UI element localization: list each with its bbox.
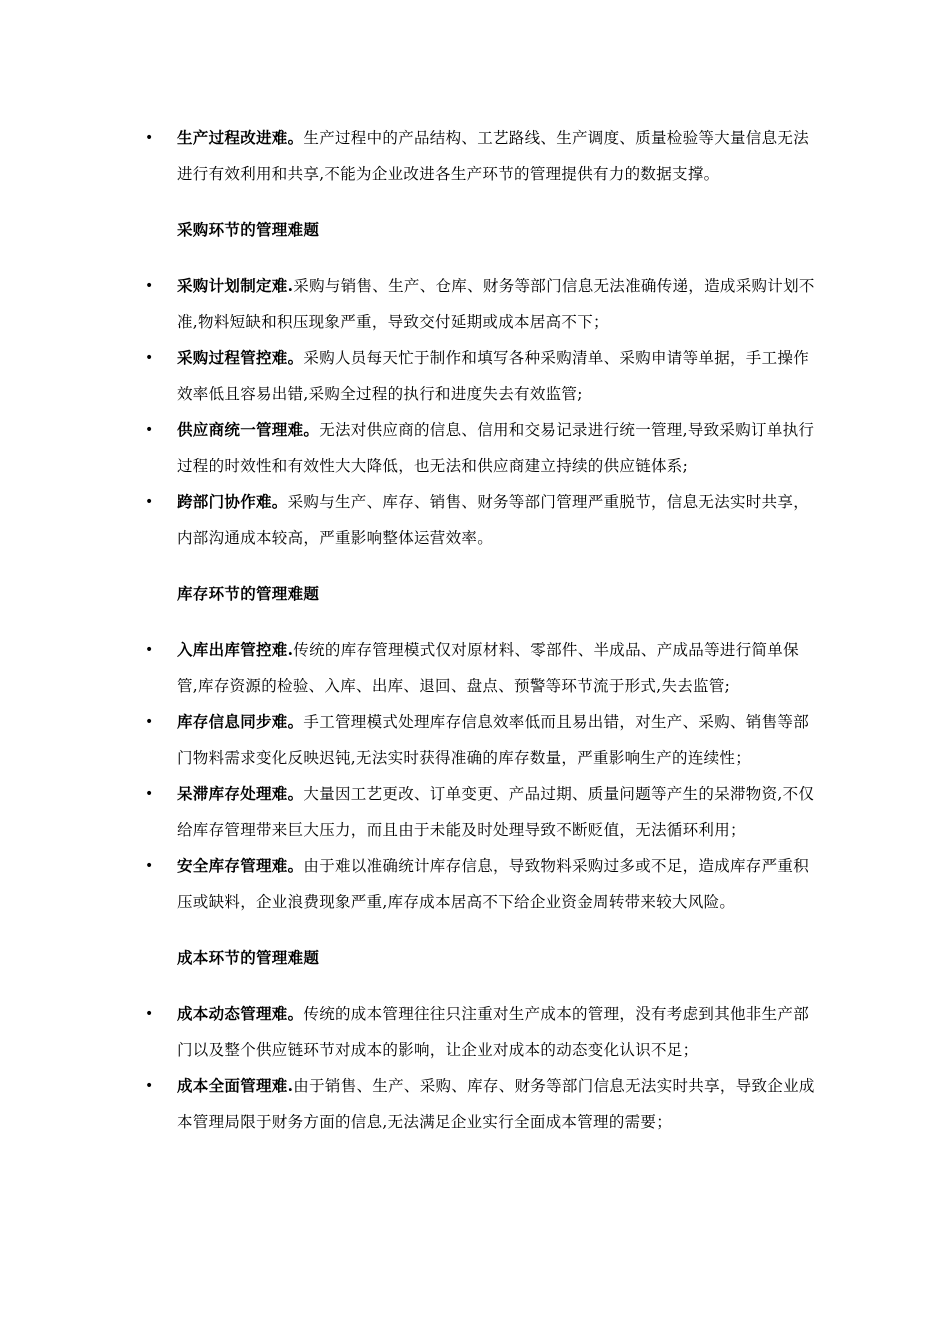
item-title: 跨部门协作难。 bbox=[177, 492, 288, 511]
list-item bbox=[145, 632, 815, 704]
item-text: 由于销售、生产、采购、库存、财务等部门信息无法实时共享，导致企业成本管理局限于财务方面的信息,无法满足企业实行全面成本管理的需要； bbox=[177, 1077, 815, 1131]
section-heading: 采购环节的管理难题 bbox=[177, 220, 320, 239]
item-text: 手工管理模式处理库存信息效率低而且易出错，对生产、采购、销售等部门物料需求变化反映迟钝,无法实时获得准确的库存数量，严重影响生产的连续性； bbox=[177, 713, 810, 767]
item-text: 采购与生产、库存、销售、财务等部门管理严重脱节，信息无法实时共享，内部沟通成本较高，严重影响整体运营效率。 bbox=[177, 493, 810, 547]
bullet-icon: • bbox=[145, 130, 154, 146]
list-item bbox=[145, 704, 815, 776]
bullet-icon: • bbox=[145, 786, 154, 802]
list-item bbox=[145, 776, 815, 848]
bullet-icon: • bbox=[145, 350, 154, 366]
item-title: 生产过程改进难。 bbox=[177, 128, 304, 147]
bullet-icon: • bbox=[145, 1006, 154, 1022]
section-heading: 库存环节的管理难题 bbox=[177, 584, 320, 603]
item-title: 采购计划制定难. bbox=[177, 276, 294, 295]
bullet-icon: • bbox=[145, 494, 154, 510]
list-item bbox=[145, 268, 815, 340]
item-text: 无法对供应商的信息、信用和交易记录进行统一管理,导致采购订单执行过程的时效性和有效性大大降低，也无法和供应商建立持续的供应链体系; bbox=[177, 421, 815, 475]
bullet-icon: • bbox=[145, 422, 154, 438]
bullet-icon: • bbox=[145, 714, 154, 730]
item-text: 生产过程中的产品结构、工艺路线、生产调度、质量检验等大量信息无法进行有效利用和共享,不能为企业改进各生产环节的管理提供有力的数据支撑。 bbox=[177, 129, 810, 183]
item-title: 成本全面管理难. bbox=[177, 1076, 294, 1095]
document-content bbox=[145, 120, 815, 1140]
item-title: 供应商统一管理难。 bbox=[177, 420, 320, 439]
bullet-icon: • bbox=[145, 642, 154, 658]
bullet-icon: • bbox=[145, 1078, 154, 1094]
item-text: 由于难以准确统计库存信息，导致物料采购过多或不足，造成库存严重积压或缺料，企业浪费现象严重,库存成本居高不下给企业资金周转带来较大风险。 bbox=[177, 857, 810, 911]
list-item bbox=[145, 120, 815, 192]
bullet-icon: • bbox=[145, 278, 154, 294]
item-title: 库存信息同步难。 bbox=[177, 712, 304, 731]
item-title: 安全库存管理难。 bbox=[177, 856, 304, 875]
item-title: 入库出库管控难. bbox=[177, 640, 294, 659]
item-text: 采购人员每天忙于制作和填写各种采购清单、采购申请等单据，手工操作效率低且容易出错,采购全过程的执行和进度失去有效监管; bbox=[177, 349, 810, 403]
section-heading: 成本环节的管理难题 bbox=[177, 948, 320, 967]
list-item bbox=[145, 996, 815, 1068]
item-text: 大量因工艺更改、订单变更、产品过期、质量问题等产生的呆滞物资,不仅给库存管理带来巨大压力，而且由于未能及时处理导致不断贬值，无法循环利用； bbox=[177, 785, 815, 839]
list-item bbox=[145, 1068, 815, 1140]
item-text: 传统的成本管理往往只注重对生产成本的管理，没有考虑到其他非生产部门以及整个供应链环节对成本的影响，让企业对成本的动态变化认识不足； bbox=[177, 1005, 810, 1059]
list-item bbox=[145, 484, 815, 556]
item-title: 成本动态管理难。 bbox=[177, 1004, 304, 1023]
item-title: 采购过程管控难。 bbox=[177, 348, 304, 367]
list-item bbox=[145, 848, 815, 920]
bullet-icon: • bbox=[145, 858, 154, 874]
item-text: 采购与销售、生产、仓库、财务等部门信息无法准确传递，造成采购计划不准,物料短缺和积压现象严重，导致交付延期或成本居高不下； bbox=[177, 277, 815, 331]
item-text: 传统的库存管理模式仅对原材料、零部件、半成品、产成品等进行简单保管,库存资源的检验、入库、出库、退回、盘点、预警等环节流于形式,失去监管; bbox=[177, 641, 799, 695]
item-title: 呆滞库存处理难。 bbox=[177, 784, 304, 803]
list-item bbox=[145, 412, 815, 484]
list-item bbox=[145, 340, 815, 412]
